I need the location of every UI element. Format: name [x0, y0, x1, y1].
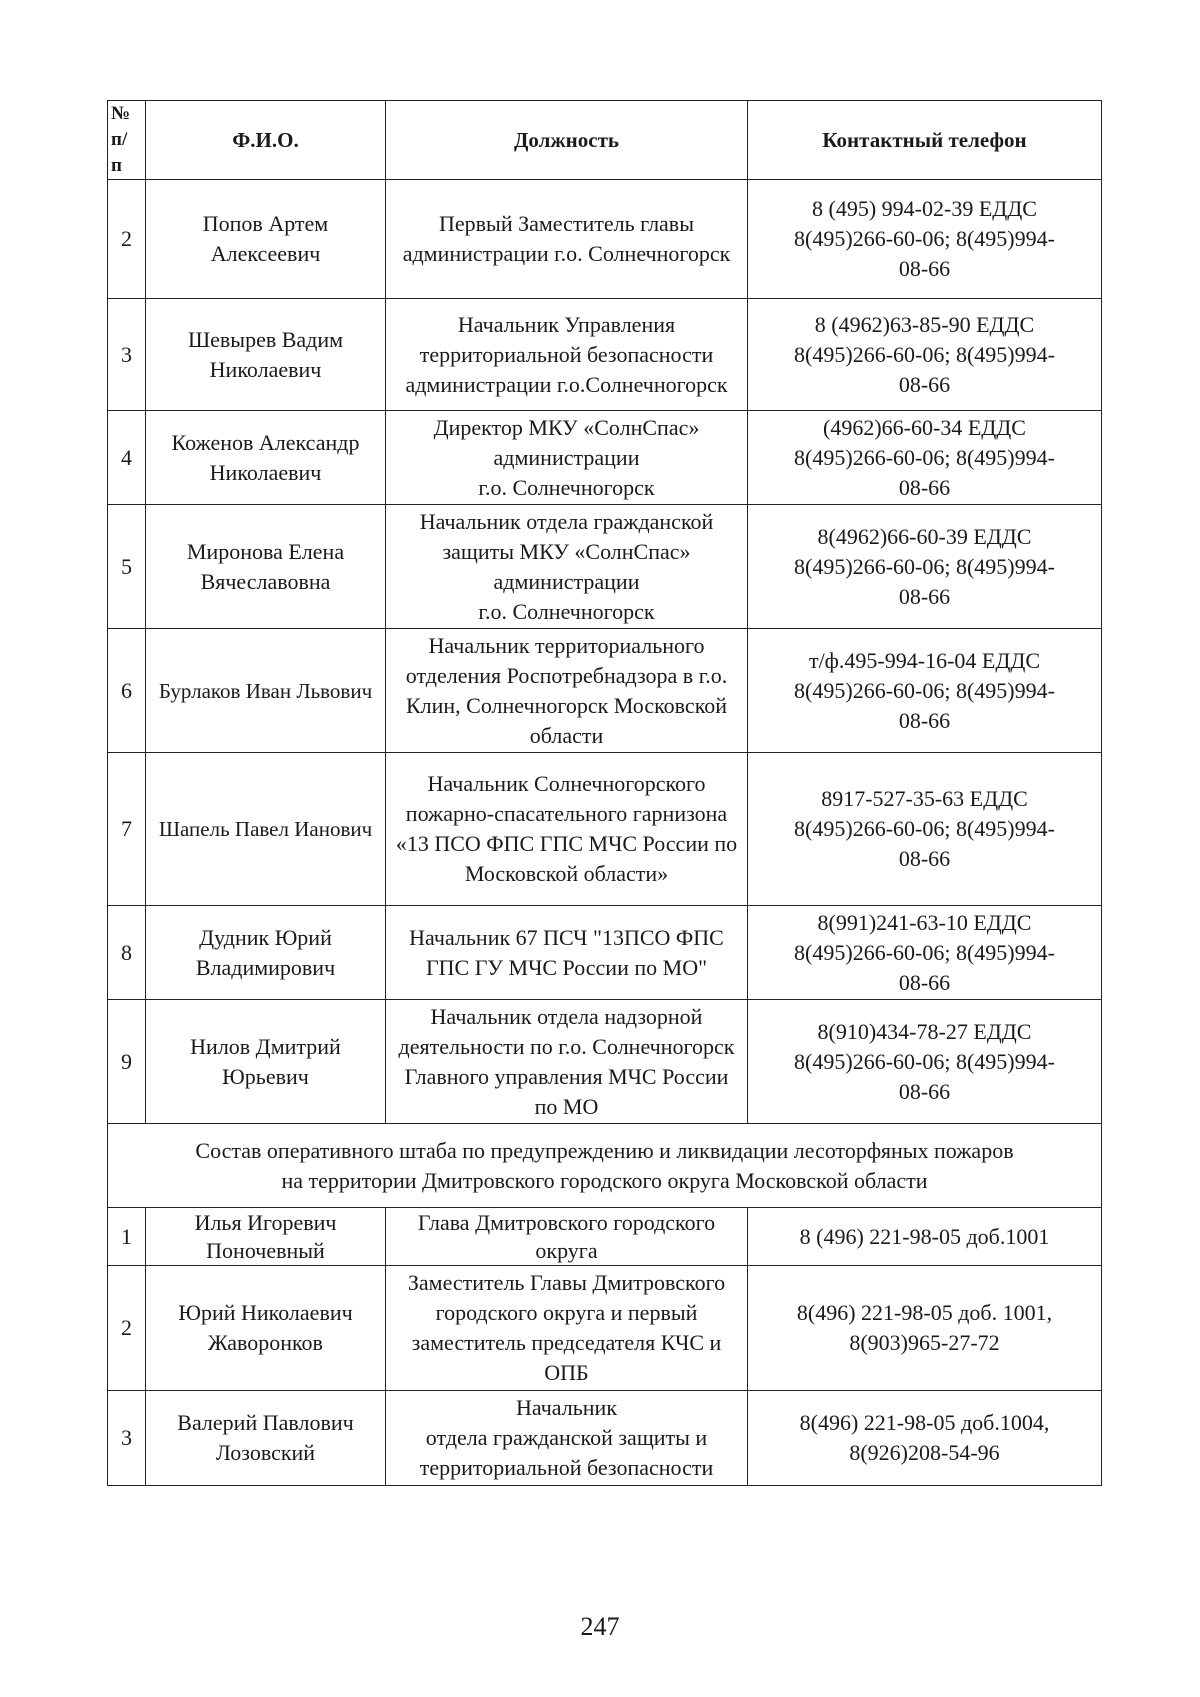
row-phone: 8 (4962)63-85-90 ЕДДС 8(495)266-60-06; 8(495)994- 08-66 — [748, 299, 1102, 411]
row-position: Первый Заместитель главы администрации г.о. Солнечногорск — [386, 180, 748, 299]
table-row — [108, 411, 1102, 505]
header-name: Ф.И.О. — [146, 101, 386, 180]
row-phone: 8(496) 221-98-05 доб. 1001, 8(903)965-27-72 — [748, 1266, 1102, 1391]
header-number: № п/ п — [108, 101, 146, 180]
row-phone: 8 (495) 994-02-39 ЕДДС 8(495)266-60-06; 8(495)994- 08-66 — [748, 180, 1102, 299]
row-position: Начальник отдела гражданской защиты и территориальной безопасности — [386, 1391, 748, 1486]
row-number: 1 — [108, 1208, 146, 1266]
row-position: Начальник территориального отделения Роспотребнадзора в г.о. Клин, Солнечногорск Московской области — [386, 629, 748, 753]
row-name: Миронова Елена Вячеславовна — [146, 505, 386, 629]
row-phone: 8(991)241-63-10 ЕДДС 8(495)266-60-06; 8(495)994- 08-66 — [748, 906, 1102, 1000]
table-row — [108, 1208, 1102, 1266]
section-title: Состав оперативного штаба по предупреждению и ликвидации лесоторфяных пожаров на территории Дмитровского городского округа Московской области — [108, 1124, 1102, 1208]
row-number: 9 — [108, 1000, 146, 1124]
row-position: Начальник отдела гражданской защиты МКУ «СолнСпас» администрации г.о. Солнечногорск — [386, 505, 748, 629]
row-name: Илья Игоревич Поночевный — [146, 1208, 386, 1266]
row-position: Директор МКУ «СолнСпас» администрации г.о. Солнечногорск — [386, 411, 748, 505]
table-row — [108, 1266, 1102, 1391]
table-row — [108, 753, 1102, 906]
row-phone: т/ф.495-994-16-04 ЕДДС 8(495)266-60-06; 8(495)994- 08-66 — [748, 629, 1102, 753]
row-phone: 8(4962)66-60-39 ЕДДС 8(495)266-60-06; 8(495)994- 08-66 — [748, 505, 1102, 629]
table-row — [108, 1000, 1102, 1124]
header-position: Должность — [386, 101, 748, 180]
row-number: 5 — [108, 505, 146, 629]
row-number: 8 — [108, 906, 146, 1000]
row-name: Шапель Павел Ианович — [146, 753, 386, 906]
row-name: Юрий Николаевич Жаворонков — [146, 1266, 386, 1391]
row-name: Валерий Павлович Лозовский — [146, 1391, 386, 1486]
row-position: Заместитель Главы Дмитровского городского округа и первый заместитель председателя КЧС и ОПБ — [386, 1266, 748, 1391]
table-row — [108, 299, 1102, 411]
contacts-table — [107, 100, 1102, 1486]
header-phone: Контактный телефон — [748, 101, 1102, 180]
row-position: Начальник 67 ПСЧ "13ПСО ФПС ГПС ГУ МЧС России по МО" — [386, 906, 748, 1000]
row-phone: 8 (496) 221-98-05 доб.1001 — [748, 1208, 1102, 1266]
row-phone: (4962)66-60-34 ЕДДС 8(495)266-60-06; 8(495)994- 08-66 — [748, 411, 1102, 505]
row-name: Бурлаков Иван Львович — [146, 629, 386, 753]
row-name: Шевырев Вадим Николаевич — [146, 299, 386, 411]
row-number: 6 — [108, 629, 146, 753]
row-position: Начальник Управления территориальной безопасности администрации г.о.Солнечногорск — [386, 299, 748, 411]
row-number: 4 — [108, 411, 146, 505]
row-phone: 8917-527-35-63 ЕДДС 8(495)266-60-06; 8(495)994- 08-66 — [748, 753, 1102, 906]
row-phone: 8(496) 221-98-05 доб.1004, 8(926)208-54-96 — [748, 1391, 1102, 1486]
page-number: 247 — [580, 1612, 620, 1641]
row-number: 2 — [108, 180, 146, 299]
section-row — [108, 1124, 1102, 1208]
row-position: Глава Дмитровского городского округа — [386, 1208, 748, 1266]
table-row — [108, 906, 1102, 1000]
row-position: Начальник Солнечногорского пожарно-спасательного гарнизона «13 ПСО ФПС ГПС МЧС России по Московской области» — [386, 753, 748, 906]
table-header-row — [108, 101, 1102, 180]
row-name: Попов Артем Алексеевич — [146, 180, 386, 299]
table-row — [108, 180, 1102, 299]
row-position: Начальник отдела надзорной деятельности по г.о. Солнечногорск Главного управления МЧС России по МО — [386, 1000, 748, 1124]
row-name: Дудник Юрий Владимирович — [146, 906, 386, 1000]
row-phone: 8(910)434-78-27 ЕДДС 8(495)266-60-06; 8(495)994- 08-66 — [748, 1000, 1102, 1124]
row-number: 3 — [108, 1391, 146, 1486]
row-name: Нилов Дмитрий Юрьевич — [146, 1000, 386, 1124]
row-number: 2 — [108, 1266, 146, 1391]
row-name: Коженов Александр Николаевич — [146, 411, 386, 505]
table-row — [108, 505, 1102, 629]
row-number: 7 — [108, 753, 146, 906]
table-row — [108, 1391, 1102, 1486]
row-number: 3 — [108, 299, 146, 411]
table-row — [108, 629, 1102, 753]
